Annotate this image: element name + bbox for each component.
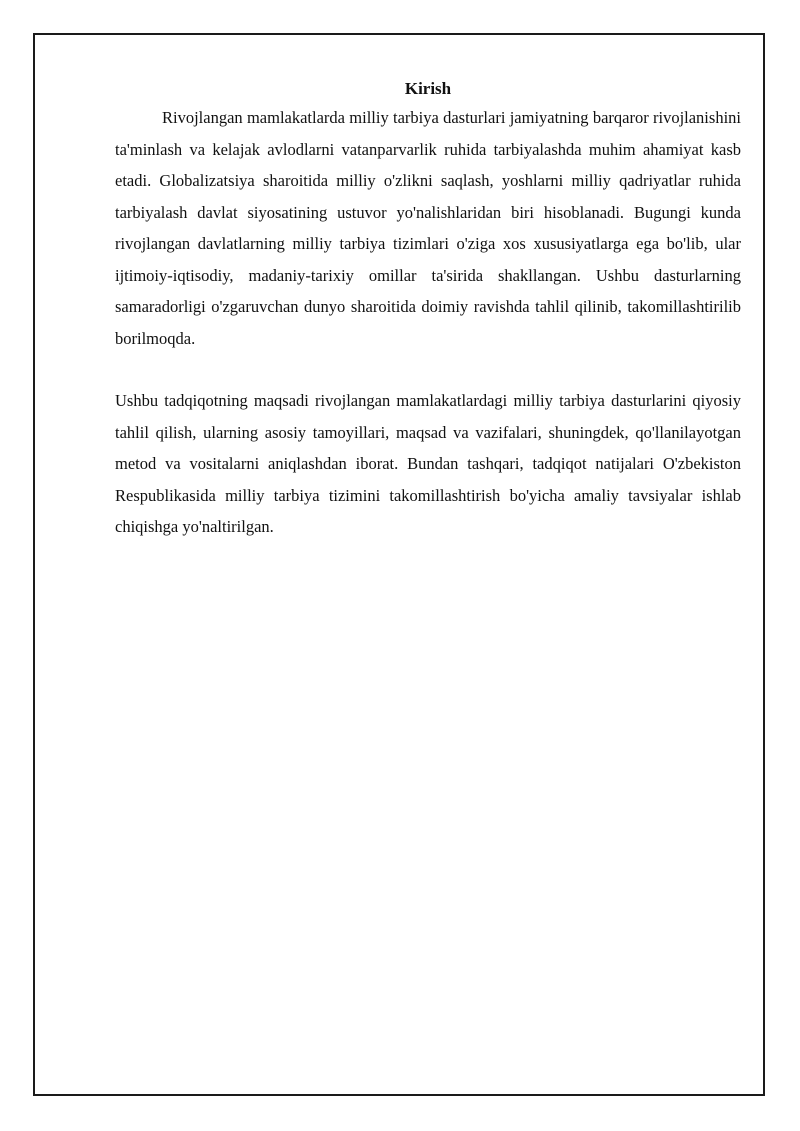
document-body: [115, 78, 741, 543]
paragraph-introduction: Rivojlangan mamlakatlarda milliy tarbiya dasturlari jamiyatning barqaror rivojlanishini ta'minlash va kelajak avlodlarni vatanparvarlik ruhida tarbiyalashda muhim ahamiyat kasb etadi. Globalizatsiya sharoitida milliy o'zlikni saqlash, yoshlarni milliy qadriyatlar ruhida tarbiyalash davlat siyosatining ustuvor yo'nalishlaridan biri hisoblanadi. Bugungi kunda rivojlangan davlatlarning milliy tarbiya tizimlari o'ziga xos xususiyatlarga ega bo'lib, ular ijtimoiy-iqtisodiy, madaniy-tarixiy omillar ta'sirida shakllangan. Ushbu dasturlarning samaradorligi o'zgaruvchan dunyo sharoitida doimiy ravishda tahlil qilinib, takomillashtirilib borilmoqda.: [115, 108, 741, 348]
paragraph-spacer: [115, 354, 741, 385]
document-title: Kirish: [404, 79, 452, 98]
paragraph-research-goal: Ushbu tadqiqotning maqsadi rivojlangan mamlakatlardagi milliy tarbiya dasturlarini qiyosiy tahlil qilish, ularning asosiy tamoyillari, maqsad va vazifalari, shuningdek, qo'llanilayotgan metod va vositalarni aniqlashdan iborat. Bundan tashqari, tadqiqot natijalari O'zbekiston Respublikasida milliy tarbiya tizimini takomillashtirish bo'yicha amaliy tavsiyalar ishlab chiqishga yo'naltirilgan.: [115, 391, 741, 536]
